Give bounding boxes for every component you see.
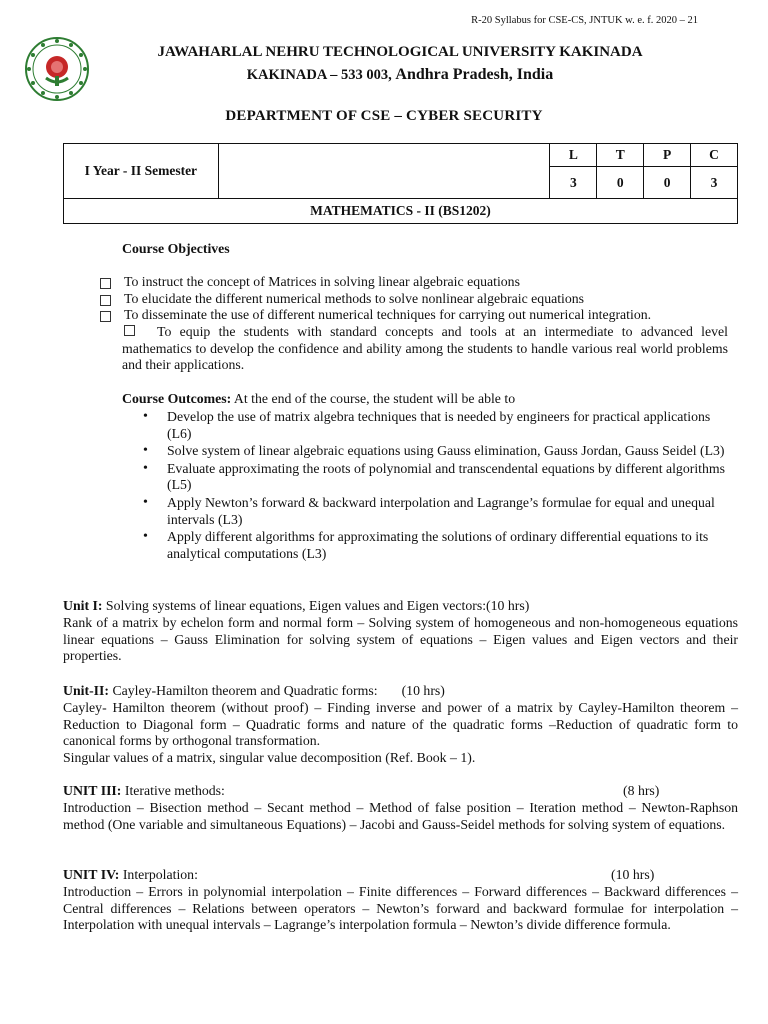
department-title: DEPARTMENT OF CSE – CYBER SECURITY (225, 108, 543, 124)
outcome-text: Evaluate approximating the roots of polynomial and transcendental equations by different algorithms (L5) (167, 460, 725, 493)
unit-label: UNIT IV: (63, 867, 120, 882)
subject-title: MATHEMATICS - II (BS1202) (64, 199, 738, 224)
unit-title: Cayley-Hamilton theorem and Quadratic forms: (109, 683, 378, 698)
ltpc-value-c: 3 (691, 167, 738, 199)
ltpc-header-c: C (691, 144, 738, 167)
ltpc-value-t: 0 (597, 167, 644, 199)
checkbox-icon (100, 295, 111, 306)
list-item (98, 307, 730, 324)
unit-3 (63, 783, 738, 833)
list-item (143, 409, 733, 442)
unit-1 (63, 598, 738, 665)
bullet-icon: • (143, 409, 148, 424)
ltpc-header-p: P (644, 144, 691, 167)
objective-text: To instruct the concept of Matrices in solving linear algebraic equations (124, 274, 520, 289)
university-logo-icon (24, 36, 90, 102)
unit-title: Interpolation: (119, 867, 198, 882)
unit-extra: Singular values of a matrix, singular value decomposition (Ref. Book – 1). (63, 750, 476, 766)
address-city: KAKINADA – 533 003, (246, 67, 392, 83)
unit-4 (63, 867, 738, 934)
unit-label: Unit I: (63, 598, 103, 613)
unit-2 (63, 683, 738, 767)
list-item (98, 274, 730, 291)
list-item (122, 324, 728, 374)
checkbox-icon (100, 311, 111, 322)
ltpc-header-t: T (597, 144, 644, 167)
bullet-icon: • (143, 460, 148, 476)
checkbox-icon (100, 278, 111, 289)
outcomes-list (143, 409, 733, 563)
unit-body: Introduction – Errors in polynomial interpolation – Finite differences – Forward differences – Backward differences – Central differences – Relations between operators – Newton’s forward and backward formulae for interpolation – Interpolation with unequal intervals – Lagrange’s interpolation formula – Newton’s divide difference formula. (63, 883, 738, 933)
bullet-icon: • (143, 529, 148, 545)
unit-body: Introduction – Bisection method – Secant method – Method of false position – Iteration method – Newton-Raphson method (One variable and simultaneous Equations) – Jacobi and Gauss-Seidel methods for solving system of equations. (63, 799, 738, 832)
outcome-text: Apply Newton’s forward & backward interpolation and Lagrange’s formulae for equal and unequal intervals (L3) (167, 494, 715, 527)
blank-cell (218, 144, 550, 199)
outcomes-intro (122, 391, 728, 407)
objectives-list (98, 274, 730, 324)
unit-label: UNIT III: (63, 783, 122, 798)
semester-cell: I Year - II Semester (64, 144, 219, 199)
ltpc-value-l: 3 (550, 167, 597, 199)
unit-title: Solving systems of linear equations, Eigen values and Eigen vectors: (102, 598, 487, 613)
objectives-heading: Course Objectives (122, 241, 230, 256)
outcomes-heading: Course Outcomes: (122, 391, 232, 406)
outcomes-intro-text: At the end of the course, the student will be able to (231, 391, 516, 406)
list-item (143, 461, 733, 494)
checkbox-icon (124, 325, 135, 336)
bullet-icon: • (143, 443, 148, 459)
list-item (143, 529, 733, 562)
university-address (100, 66, 700, 84)
address-state: Andhra Pradesh, India (395, 66, 554, 83)
header-note: R-20 Syllabus for CSE-CS, JNTUK w. e. f. 2020 – 21 (471, 15, 698, 26)
unit-body: Rank of a matrix by echelon form and normal form – Solving system of homogeneous and non-homogeneous equations linear equations – Gauss Elimination for solving system of equations – Eigen values and Eigen vectors and their properties. (63, 614, 738, 664)
unit-hours: (10 hrs) (486, 598, 530, 613)
university-name: JAWAHARLAL NEHRU TECHNOLOGICAL UNIVERSITY KAKINADA (157, 44, 643, 60)
unit-hours: (10 hrs) (401, 683, 445, 698)
outcome-text: Apply different algorithms for approximating the solutions of ordinary differential equations to its analytical computations (L3) (167, 529, 709, 561)
ltpc-header-l: L (550, 144, 597, 167)
objective-text: To elucidate the different numerical methods to solve nonlinear algebraic equations (124, 290, 585, 306)
list-item (98, 291, 730, 308)
objective-text: To equip the students with standard concepts and tools at an intermediate to advanced level mathematics to develop the confidence and ability among the students to handle various real world problems and their applications. (122, 324, 728, 373)
unit-heading (63, 598, 738, 615)
unit-heading (63, 683, 738, 700)
unit-heading (63, 783, 738, 800)
outcome-text: Develop the use of matrix algebra techniques that is needed by engineers for practical applications (L6) (167, 409, 711, 441)
objective-text: To disseminate the use of different numerical techniques for carrying out numerical integration. (124, 307, 652, 323)
ltpc-value-p: 0 (644, 167, 691, 199)
bullet-icon: • (143, 494, 148, 510)
outcome-text: Solve system of linear algebraic equations using Gauss elimination, Gauss Jordan, Gauss Seidel (L3) (167, 443, 725, 459)
unit-body: Cayley- Hamilton theorem (without proof) – Finding inverse and power of a matrix by Cayley-Hamilton theorem – Reduction to Diagonal form – Quadratic forms and nature of the quadratic forms –Reduction of quadratic form to canonical forms by orthogonal transformation. (63, 699, 738, 749)
unit-hours: (10 hrs) (611, 867, 655, 882)
unit-title: Iterative methods: (121, 783, 225, 798)
list-item (143, 495, 733, 528)
unit-heading (63, 867, 738, 884)
unit-label: Unit-II: (63, 683, 109, 698)
unit-hours: (8 hrs) (623, 783, 660, 798)
list-item (143, 443, 733, 460)
course-table (63, 143, 738, 224)
